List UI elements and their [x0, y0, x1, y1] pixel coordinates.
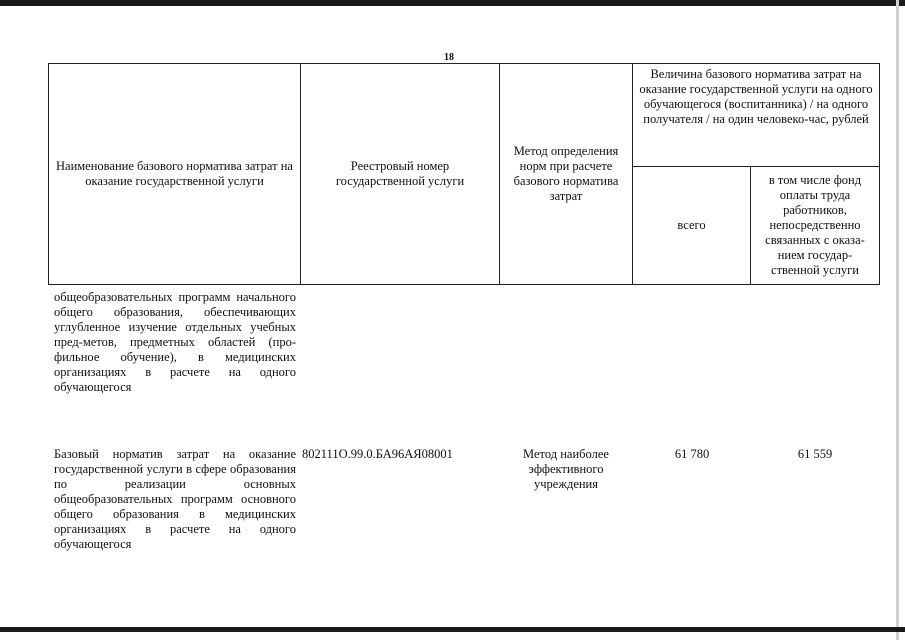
header-fund-cell [750, 166, 880, 285]
header-name: Наименование базового норматива затрат на оказание государственной услуги [56, 159, 293, 188]
header-method: Метод определения норм при расчете базового норматива затрат [513, 144, 619, 203]
header-total: всего [677, 218, 706, 232]
row-registry-number: 802111О.99.0.БА96АЯ08001 [302, 447, 453, 461]
header-fund: в том числе фонд оплаты труда работников, непосредственно связанных с оказа- нием государ- ственной услуги [765, 173, 865, 277]
header-registry-cell [300, 63, 500, 285]
row-total: 61 780 [674, 447, 710, 461]
header-name-cell [48, 63, 301, 285]
row-fund: 61 559 [797, 447, 833, 461]
continuation-text: общеобразовательных программ начального общего образования, обеспечивающих углубленное изучение отдельных учебных пред-метов, предметных областей (про-фильное обучение), в медицинских организациях в расчете на одного обучающегося [54, 290, 296, 394]
top-border-line [0, 0, 905, 6]
header-registry-number: Реестровый номер государственной услуги [335, 159, 465, 188]
row-name: Базовый норматив затрат на оказание государственной услуги в сфере образования по реализации основных общеобразовательных программ основного общего образования в медицинских организациях в расчете на одного обучающегося [54, 447, 296, 551]
right-page-edge [896, 0, 899, 640]
header-value-group-cell [632, 63, 880, 167]
header-method-cell [499, 63, 633, 285]
header-total-cell [632, 166, 751, 285]
page-number: 18 [444, 52, 454, 63]
bottom-border-line [0, 627, 905, 632]
row-method: Метод наиболее эффективного учреждения [523, 447, 609, 491]
header-value-group: Величина базового норматива затрат на оказание государственной услуги на одного обучающегося (воспитанника) / на одного получателя / на один человеко-час, рублей [639, 67, 873, 126]
